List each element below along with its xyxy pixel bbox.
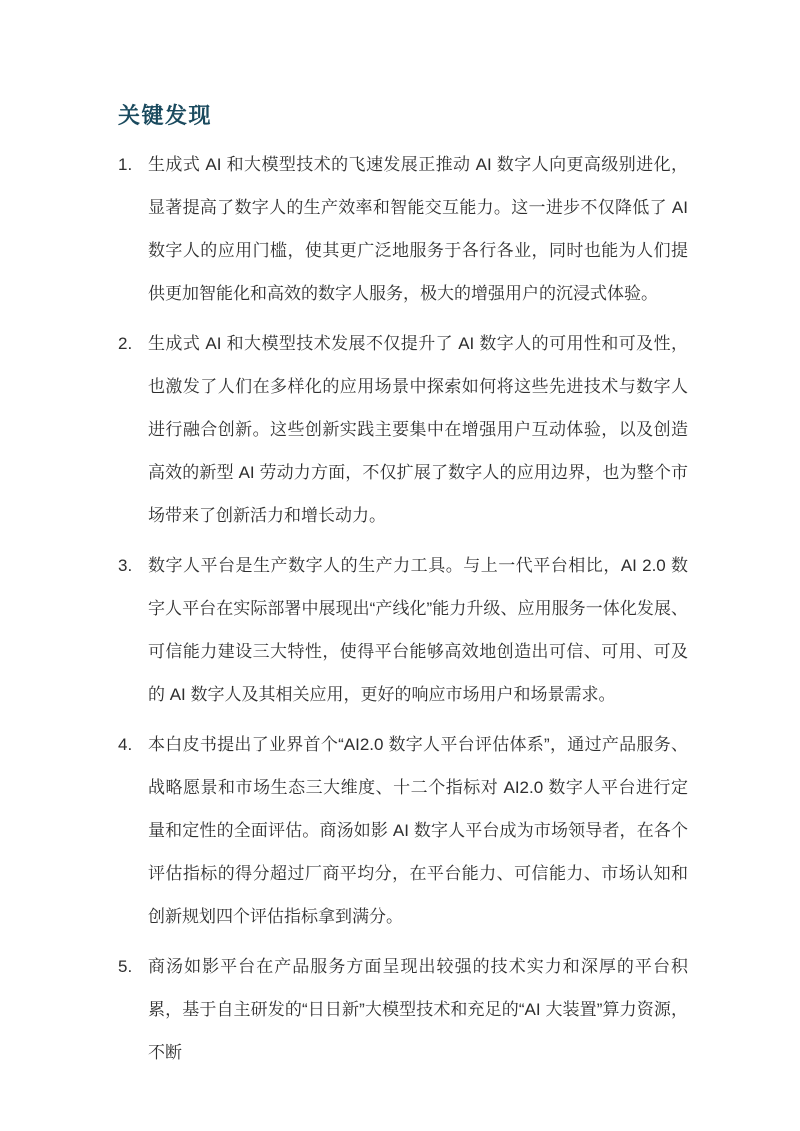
list-item-text: 商汤如影平台在产品服务方面呈现出较强的技术实力和深厚的平台积累，基于自主研发的“日日新”大模型技术和充足的“AI 大装置”算力资源，不断	[148, 957, 688, 1062]
list-item	[118, 143, 688, 315]
list-item	[118, 723, 688, 938]
list-item	[118, 945, 688, 1074]
findings-list	[118, 143, 688, 1074]
list-item-text: 生成式 AI 和大模型技术发展不仅提升了 AI 数字人的可用性和可及性，也激发了人们在多样化的应用场景中探索如何将这些先进技术与数字人进行融合创新。这些创新实践主要集中在增强用户互动体验，以及创造高效的新型 AI 劳动力方面，不仅扩展了数字人的应用边界，也为整个市场带来了创新活力和增长动力。	[148, 334, 688, 525]
list-item-number: 3.	[118, 556, 133, 575]
list-item-text: 本白皮书提出了业界首个“AI2.0 数字人平台评估体系”，通过产品服务、战略愿景和市场生态三大维度、十二个指标对 AI2.0 数字人平台进行定量和定性的全面评估。商汤如影 AI 数字人平台成为市场领导者，在各个评估指标的得分超过厂商平均分，在平台能力、可信能力、市场认知和创新规划四个评估指标拿到满分。	[148, 735, 688, 926]
list-item-number: 2.	[118, 334, 133, 353]
list-item-text: 数字人平台是生产数字人的生产力工具。与上一代平台相比，AI 2.0 数字人平台在实际部署中展现出“产线化”能力升级、应用服务一体化发展、可信能力建设三大特性，使得平台能够高效地创造出可信、可用、可及的 AI 数字人及其相关应用，更好的响应市场用户和场景需求。	[148, 556, 688, 704]
list-item-number: 5.	[118, 957, 133, 976]
list-item-number: 4.	[118, 735, 133, 754]
page-title: 关键发现	[118, 103, 213, 128]
list-item-text: 生成式 AI 和大模型技术的飞速发展正推动 AI 数字人向更高级别进化，显著提高了数字人的生产效率和智能交互能力。这一进步不仅降低了 AI 数字人的应用门槛，使其更广泛地服务于各行各业，同时也能为人们提供更加智能化和高效的数字人服务，极大的增强用户的沉浸式体验。	[148, 155, 688, 303]
list-item	[118, 322, 688, 537]
list-item-number: 1.	[118, 155, 133, 174]
list-item	[118, 544, 688, 716]
